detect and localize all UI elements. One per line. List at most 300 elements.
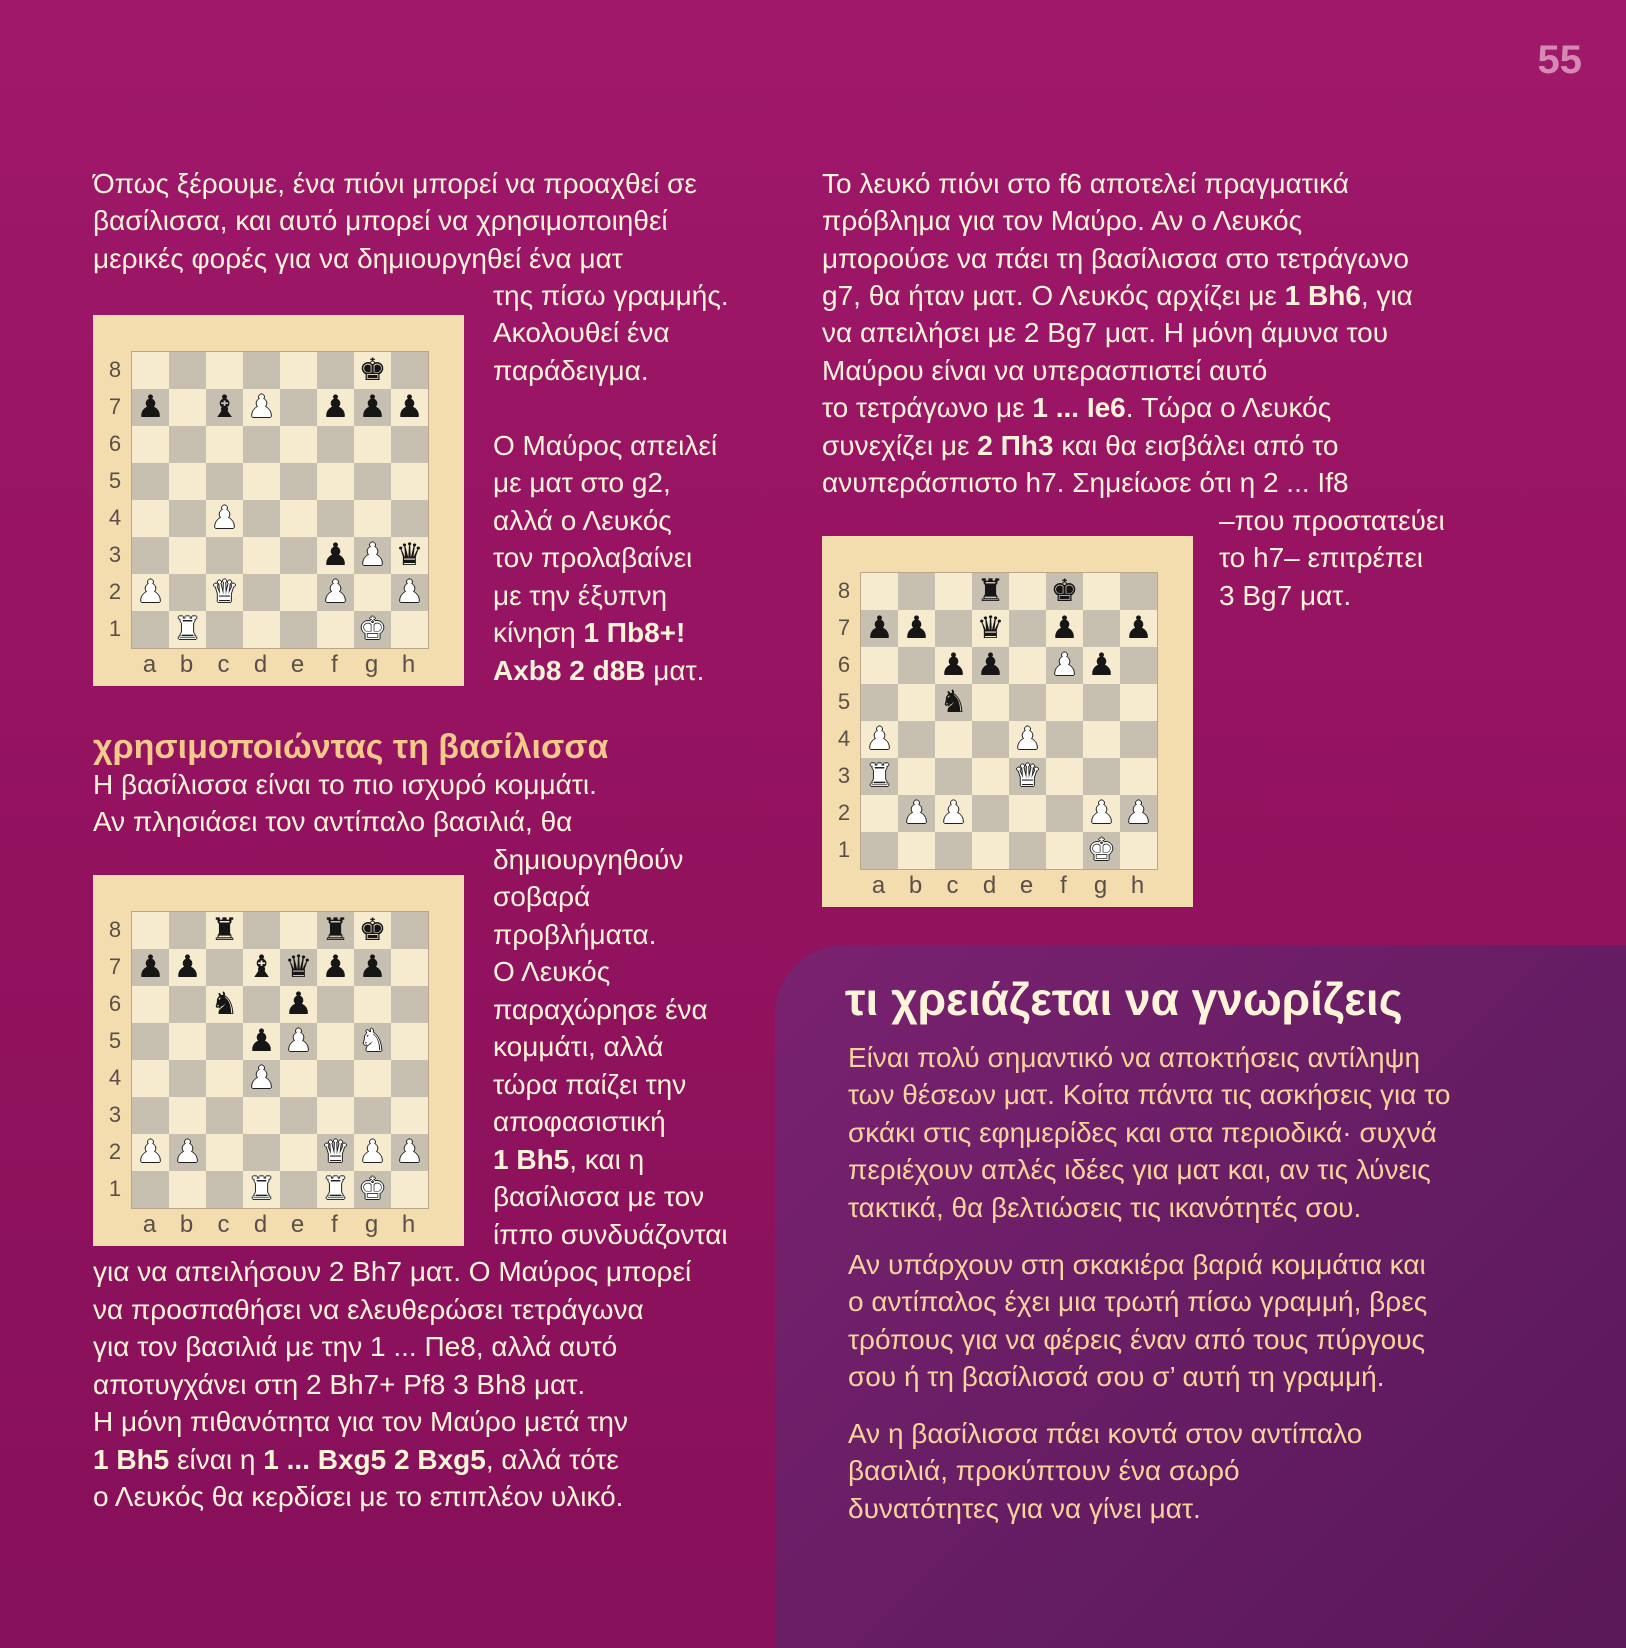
square-d1: [243, 1171, 280, 1208]
move-rest-2: , και η: [569, 1144, 645, 1175]
square-e4: [280, 500, 317, 537]
bottom-line-2: να προσπαθήσει να ελευθερώσει τετράγωνα: [93, 1294, 644, 1325]
white-queen-icon: ♛: [321, 1134, 350, 1170]
rank-label: 4: [108, 1065, 122, 1090]
square-h3: [391, 1097, 428, 1134]
square-f5: [1046, 684, 1083, 721]
square-g1: [354, 1171, 391, 1208]
square-e8: [1009, 573, 1046, 610]
info-box-title: τι χρειάζεται να γνωρίζεις: [845, 973, 1403, 1025]
black-pawn-icon: ♟: [284, 986, 313, 1022]
square-h1: [1120, 832, 1157, 869]
square-a3: [132, 1097, 169, 1134]
right-beside-3: 3 Bg7 ματ.: [1219, 580, 1352, 611]
white-pawn-icon: ♟: [173, 1134, 202, 1170]
white-pawn-icon: ♟: [358, 537, 387, 573]
square-c6: [935, 647, 972, 684]
square-a8: [132, 352, 169, 389]
file-label: b: [908, 872, 923, 899]
square-h2: [391, 1134, 428, 1171]
square-c1: [206, 1171, 243, 1208]
square-f6: [1046, 647, 1083, 684]
rank-label: 4: [108, 505, 122, 530]
beside1-line-10: [493, 614, 685, 652]
rank-labels: [105, 351, 125, 647]
rank-label: 4: [837, 726, 851, 751]
square-b1: [169, 1171, 206, 1208]
square-h1: [391, 611, 428, 648]
square-d6: [972, 647, 1009, 684]
white-pawn-icon: ♟: [321, 574, 350, 610]
square-d5: [972, 684, 1009, 721]
square-b3: [169, 1097, 206, 1134]
chess-diagram-3: [822, 536, 1193, 907]
square-a2: [132, 1134, 169, 1171]
beside1-line-2: Ακολουθεί ένα: [493, 317, 670, 348]
white-rook-icon: ♜: [865, 758, 894, 794]
square-f8: [317, 912, 354, 949]
black-bishop-icon: ♝: [247, 949, 276, 985]
bottom-text-b: , αλλά τότε: [485, 1444, 619, 1475]
square-f2: [317, 574, 354, 611]
square-c3: [206, 1097, 243, 1134]
white-pawn-icon: ♟: [939, 795, 968, 831]
square-b4: [169, 1060, 206, 1097]
box-p3-line-1: Αν η βασίλισσα πάει κοντά στον αντίπαλο: [848, 1418, 1363, 1449]
square-e1: [280, 611, 317, 648]
square-b4: [169, 500, 206, 537]
beside1-line-9: με την έξυπνη: [493, 580, 668, 611]
chess-board: [860, 572, 1158, 870]
file-label: f: [331, 1211, 338, 1238]
square-a1: [132, 1171, 169, 1208]
square-e5: [280, 1023, 317, 1060]
black-rook-icon: ♜: [321, 912, 350, 948]
square-g8: [354, 912, 391, 949]
r8-b: και θα εισβάλει από το: [1053, 430, 1339, 461]
square-d7: [243, 949, 280, 986]
file-label: d: [253, 651, 268, 678]
square-g4: [354, 1060, 391, 1097]
square-d8: [972, 573, 1009, 610]
black-pawn-icon: ♟: [136, 389, 165, 425]
chess-board: [131, 911, 429, 1209]
right-line-2: πρόβλημα για τον Μαύρο. Αν ο Λευκός: [822, 205, 1303, 236]
square-c7: [935, 610, 972, 647]
square-h3: [1120, 758, 1157, 795]
right-line-1: Το λευκό πιόνι στο f6 αποτελεί πραγματικά: [822, 168, 1349, 199]
move-bold-2: Axb8 2 d8B: [493, 655, 646, 686]
black-knight-icon: ♞: [210, 986, 239, 1022]
square-e3: [280, 1097, 317, 1134]
file-label: c: [946, 872, 959, 899]
box-p2-line-1: Αν υπάρχουν στη σκακιέρα βαριά κομμάτια και: [848, 1249, 1426, 1280]
right-line-5: να απειλήσει με 2 Bg7 ματ. Η μόνη άμυνα του: [822, 317, 1389, 348]
square-c4: [935, 721, 972, 758]
square-a6: [132, 986, 169, 1023]
bottom-line-7: ο Λευκός θα κερδίσει με το επιπλέον υλικό.: [93, 1481, 624, 1512]
intro-line-2: βασίλισσα, και αυτό μπορεί να χρησιμοποιηθεί: [93, 205, 668, 236]
square-e6: [280, 426, 317, 463]
square-b1: [898, 832, 935, 869]
right-line-7: [822, 389, 1331, 427]
square-e7: [280, 389, 317, 426]
file-labels: [131, 1211, 427, 1239]
rank-label: 1: [108, 616, 122, 641]
box-p2-line-2: ο αντίπαλος έχει μια τρωτή πίσω γραμμή, βρες: [848, 1286, 1428, 1317]
square-c7: [206, 949, 243, 986]
rank-label: 6: [108, 431, 122, 456]
file-label: h: [1130, 872, 1145, 899]
beside2-line-2: σοβαρά: [493, 881, 591, 912]
beside2-line-7: τώρα παίζει την: [493, 1069, 687, 1100]
black-pawn-icon: ♟: [976, 647, 1005, 683]
rank-label: 7: [837, 615, 851, 640]
square-g8: [1083, 573, 1120, 610]
square-b4: [898, 721, 935, 758]
white-pawn-icon: ♟: [395, 574, 424, 610]
square-f7: [317, 389, 354, 426]
move-bold: 1 Πb8+!: [583, 617, 686, 648]
black-rook-icon: ♜: [976, 573, 1005, 609]
black-queen-icon: ♛: [284, 949, 313, 985]
square-d7: [243, 389, 280, 426]
square-a6: [861, 647, 898, 684]
white-pawn-icon: ♟: [1050, 647, 1079, 683]
square-a5: [132, 1023, 169, 1060]
chess-board: [131, 351, 429, 649]
heading-text-1: Η βασίλισσα είναι το πιο ισχυρό κομμάτι.: [93, 769, 597, 800]
file-label: g: [364, 1211, 379, 1238]
white-queen-icon: ♛: [1013, 758, 1042, 794]
square-h5: [391, 1023, 428, 1060]
square-e5: [1009, 684, 1046, 721]
square-a1: [132, 611, 169, 648]
file-label: g: [1093, 872, 1108, 899]
file-label: d: [253, 1211, 268, 1238]
square-f6: [317, 426, 354, 463]
beside2-line-3: προβλήματα.: [493, 919, 657, 950]
square-a5: [861, 684, 898, 721]
heading-text-2: Αν πλησιάσει τον αντίπαλο βασιλιά, θα: [93, 806, 573, 837]
rank-label: 7: [108, 954, 122, 979]
file-label: d: [982, 872, 997, 899]
square-b6: [169, 986, 206, 1023]
square-d3: [972, 758, 1009, 795]
file-label: a: [871, 872, 886, 899]
black-king-icon: ♚: [1050, 573, 1079, 609]
square-b8: [898, 573, 935, 610]
square-h2: [391, 574, 428, 611]
bottom-text-a: είναι η: [169, 1444, 264, 1475]
beside2-line-5: παραχώρησε ένα: [493, 994, 708, 1025]
file-label: e: [290, 651, 305, 678]
black-pawn-icon: ♟: [247, 1023, 276, 1059]
beside2-line-6: κομμάτι, αλλά: [493, 1031, 664, 1062]
square-e4: [280, 1060, 317, 1097]
square-a3: [132, 537, 169, 574]
black-pawn-icon: ♟: [358, 949, 387, 985]
black-pawn-icon: ♟: [865, 610, 894, 646]
move-bold-3: 1 Bh5: [493, 1144, 570, 1175]
rank-label: 7: [108, 394, 122, 419]
black-pawn-icon: ♟: [173, 949, 202, 985]
black-pawn-icon: ♟: [321, 949, 350, 985]
square-f3: [317, 537, 354, 574]
square-a4: [132, 1060, 169, 1097]
square-g6: [354, 986, 391, 1023]
square-a4: [132, 500, 169, 537]
square-h8: [391, 912, 428, 949]
white-queen-icon: ♛: [210, 574, 239, 610]
square-c3: [206, 537, 243, 574]
square-a1: [861, 832, 898, 869]
square-a4: [861, 721, 898, 758]
file-label: g: [364, 651, 379, 678]
square-g6: [354, 426, 391, 463]
beside1-line-1: της πίσω γραμμής.: [493, 280, 729, 311]
beside1-line-3: παράδειγμα.: [493, 355, 649, 386]
beside1-line-6: με ματ στο g2,: [493, 467, 671, 498]
square-a3: [861, 758, 898, 795]
square-c5: [206, 463, 243, 500]
square-c6: [206, 986, 243, 1023]
bottom-line-3: για τον βασιλιά με την 1 ... Πe8, αλλά αυτό: [93, 1331, 618, 1362]
black-pawn-icon: ♟: [1050, 610, 1079, 646]
square-c7: [206, 389, 243, 426]
file-label: h: [401, 1211, 416, 1238]
file-label: c: [217, 1211, 230, 1238]
r7-b: . Τώρα ο Λευκός: [1125, 392, 1332, 423]
square-b3: [169, 537, 206, 574]
white-pawn-icon: ♟: [1087, 795, 1116, 831]
square-f8: [1046, 573, 1083, 610]
rank-label: 3: [108, 542, 122, 567]
bottom-line-5: Η μόνη πιθανότητα για τον Μαύρο μετά την: [93, 1406, 628, 1437]
square-h8: [391, 352, 428, 389]
square-b3: [898, 758, 935, 795]
square-h8: [1120, 573, 1157, 610]
square-b2: [898, 795, 935, 832]
white-king-icon: ♚: [358, 1171, 387, 1207]
r8-a: συνεχίζει με: [822, 430, 978, 461]
black-pawn-icon: ♟: [358, 389, 387, 425]
square-f2: [1046, 795, 1083, 832]
square-g7: [1083, 610, 1120, 647]
square-a8: [861, 573, 898, 610]
square-g8: [354, 352, 391, 389]
square-b2: [169, 1134, 206, 1171]
box-p1-line-4: περιέχουν απλές ιδέες για ματ και, αν τις λύνεις: [848, 1154, 1431, 1185]
black-king-icon: ♚: [358, 912, 387, 948]
square-b5: [169, 463, 206, 500]
square-d2: [243, 1134, 280, 1171]
square-b2: [169, 574, 206, 611]
square-c5: [206, 1023, 243, 1060]
white-rook-icon: ♜: [321, 1171, 350, 1207]
chess-diagram-2: [93, 875, 464, 1246]
square-e2: [280, 574, 317, 611]
square-c4: [206, 1060, 243, 1097]
black-king-icon: ♚: [358, 352, 387, 388]
square-b1: [169, 611, 206, 648]
rank-label: 6: [108, 991, 122, 1016]
rank-label: 8: [108, 917, 122, 942]
square-b8: [169, 352, 206, 389]
white-pawn-icon: ♟: [247, 389, 276, 425]
square-g1: [354, 611, 391, 648]
square-f4: [317, 500, 354, 537]
right-beside-2: το h7– επιτρέπει: [1219, 542, 1424, 573]
file-label: e: [1019, 872, 1034, 899]
file-label: h: [401, 651, 416, 678]
file-label: f: [1060, 872, 1067, 899]
square-d4: [243, 500, 280, 537]
square-h4: [1120, 721, 1157, 758]
bottom-line-6: [93, 1441, 619, 1479]
square-h4: [391, 500, 428, 537]
square-f1: [317, 611, 354, 648]
square-c3: [935, 758, 972, 795]
right-line-6: Μαύρου είναι να υπερασπιστεί αυτό: [822, 355, 1268, 386]
intro-line-1: Όπως ξέρουμε, ένα πιόνι μπορεί να προαχθεί σε: [93, 168, 697, 199]
square-e3: [1009, 758, 1046, 795]
square-g4: [354, 500, 391, 537]
square-c2: [935, 795, 972, 832]
square-h3: [391, 537, 428, 574]
black-pawn-icon: ♟: [395, 389, 424, 425]
box-p1-line-2: των θέσεων ματ. Κοίτα πάντα τις ασκήσεις για το: [848, 1079, 1451, 1110]
square-e4: [1009, 721, 1046, 758]
square-e8: [280, 352, 317, 389]
square-d5: [243, 463, 280, 500]
right-beside-1: –που προστατεύει: [1219, 505, 1445, 536]
rank-label: 6: [837, 652, 851, 677]
file-labels: [860, 872, 1156, 900]
square-d4: [243, 1060, 280, 1097]
file-label: f: [331, 651, 338, 678]
file-labels: [131, 651, 427, 679]
square-h5: [1120, 684, 1157, 721]
square-c5: [935, 684, 972, 721]
box-p3-line-2: βασιλιά, προκύπτουν ένα σωρό: [848, 1455, 1240, 1486]
square-d6: [243, 986, 280, 1023]
square-e2: [1009, 795, 1046, 832]
square-d8: [243, 352, 280, 389]
square-g4: [1083, 721, 1120, 758]
white-pawn-icon: ♟: [358, 1134, 387, 1170]
black-pawn-icon: ♟: [321, 389, 350, 425]
intro-line-3: μερικές φορές για να δημιουργηθεί ένα ματ: [93, 243, 623, 274]
square-h6: [391, 986, 428, 1023]
square-g7: [354, 389, 391, 426]
white-pawn-icon: ♟: [1124, 795, 1153, 831]
r7-bold: 1 ... Ie6: [1032, 392, 1126, 423]
square-b6: [898, 647, 935, 684]
r7-a: το τετράγωνο με: [822, 392, 1033, 423]
black-knight-icon: ♞: [939, 684, 968, 720]
square-f2: [317, 1134, 354, 1171]
square-e1: [1009, 832, 1046, 869]
square-f7: [1046, 610, 1083, 647]
right-line-4: [822, 277, 1413, 315]
square-h7: [1120, 610, 1157, 647]
square-c8: [206, 352, 243, 389]
beside1-line-5: Ο Μαύρος απειλεί: [493, 430, 718, 461]
r8-bold: 2 Πh3: [977, 430, 1054, 461]
beside1-line-8: τον προλαβαίνει: [493, 542, 693, 573]
section-heading: χρησιμοποιώντας τη βασίλισσα: [93, 728, 609, 766]
beside1-line-11: [493, 652, 704, 690]
square-d2: [972, 795, 1009, 832]
square-g3: [354, 537, 391, 574]
square-h7: [391, 389, 428, 426]
file-label: a: [142, 651, 157, 678]
square-b7: [169, 949, 206, 986]
r4-a: g7, θα ήταν ματ. Ο Λευκός αρχίζει με: [822, 280, 1285, 311]
square-f3: [317, 1097, 354, 1134]
square-g3: [1083, 758, 1120, 795]
beside2-line-11: ίππο συνδυάζονται: [493, 1219, 728, 1250]
square-g5: [354, 463, 391, 500]
square-a7: [861, 610, 898, 647]
right-line-8: [822, 427, 1339, 465]
square-h2: [1120, 795, 1157, 832]
square-e3: [280, 537, 317, 574]
beside1-line-7: αλλά ο Λευκός: [493, 505, 672, 536]
rank-label: 5: [837, 689, 851, 714]
square-h7: [391, 949, 428, 986]
square-a7: [132, 389, 169, 426]
rank-label: 5: [108, 468, 122, 493]
r4-bold: 1 Bh6: [1284, 280, 1361, 311]
square-g1: [1083, 832, 1120, 869]
rank-label: 3: [837, 763, 851, 788]
move-rest: ματ.: [645, 655, 705, 686]
beside2-line-4: Ο Λευκός: [493, 956, 611, 987]
white-knight-icon: ♞: [358, 1023, 387, 1059]
move-bold-4: 1 Bh5: [93, 1444, 170, 1475]
black-pawn-icon: ♟: [902, 610, 931, 646]
beside2-line-9: [493, 1141, 644, 1179]
square-c1: [935, 832, 972, 869]
square-e6: [1009, 647, 1046, 684]
square-c6: [206, 426, 243, 463]
square-f4: [1046, 721, 1083, 758]
square-a6: [132, 426, 169, 463]
rank-label: 8: [108, 357, 122, 382]
rank-label: 3: [108, 1102, 122, 1127]
square-e7: [1009, 610, 1046, 647]
black-pawn-icon: ♟: [1124, 610, 1153, 646]
box-p1-line-3: σκάκι στις εφημερίδες και στα περιοδικά· συχνά: [848, 1117, 1437, 1148]
box-p2-line-4: σου ή τη βασίλισσά σου σ’ αυτή τη γραμμή.: [848, 1361, 1385, 1392]
black-pawn-icon: ♟: [939, 647, 968, 683]
file-label: b: [179, 651, 194, 678]
file-label: e: [290, 1211, 305, 1238]
file-label: a: [142, 1211, 157, 1238]
rank-labels: [834, 572, 854, 868]
square-h6: [391, 426, 428, 463]
square-a5: [132, 463, 169, 500]
square-e2: [280, 1134, 317, 1171]
square-c2: [206, 574, 243, 611]
square-b7: [898, 610, 935, 647]
square-d4: [972, 721, 1009, 758]
square-g5: [354, 1023, 391, 1060]
square-d1: [243, 611, 280, 648]
square-a7: [132, 949, 169, 986]
